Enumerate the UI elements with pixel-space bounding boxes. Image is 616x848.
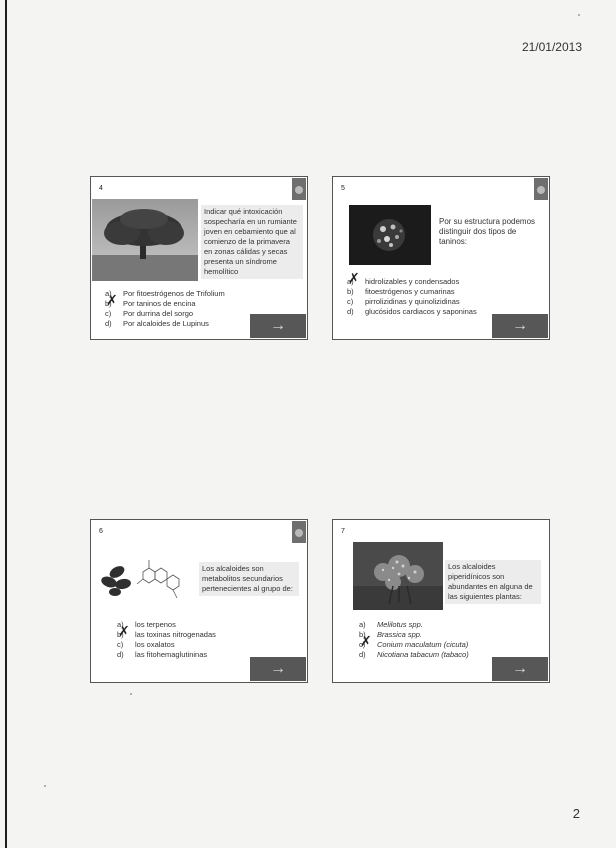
slide-number: 4 xyxy=(99,185,103,192)
slide-number: 5 xyxy=(341,185,345,192)
scan-edge-line xyxy=(5,0,7,848)
answer-option[interactable]: c) Por durrina del sorgo xyxy=(105,309,194,318)
answer-option[interactable]: b) Brassica spp. xyxy=(359,630,423,639)
question-text: Por su estructura podemos distinguir dos tipos de taninos: xyxy=(439,217,536,246)
corner-badge-icon xyxy=(292,178,306,200)
answer-option[interactable]: b) fitoestrógenos y cumarinas xyxy=(347,287,455,296)
next-slide-button[interactable] xyxy=(492,314,548,338)
answer-option-selected[interactable]: c) ✗ Conium maculatum (cicuta) xyxy=(359,640,469,650)
answer-option-selected[interactable]: b) ✗ las toxinas nitrogenadas xyxy=(117,630,216,640)
next-slide-button[interactable] xyxy=(250,314,306,338)
answer-option[interactable]: c) pirrolizidinas y quinolizidinas xyxy=(347,297,460,306)
corner-badge-icon xyxy=(534,178,548,200)
slide-4 xyxy=(90,176,308,340)
answer-list xyxy=(359,620,469,660)
answer-option[interactable]: a) Melilotus spp. xyxy=(359,620,423,629)
question-text: Los alcaloides son metabolitos secundarios pertenecientes al grupo de: xyxy=(199,562,299,596)
slide-6 xyxy=(90,519,308,683)
corner-badge-icon xyxy=(292,521,306,543)
dark-microscope-photo xyxy=(349,205,431,265)
answer-option[interactable]: c) los oxalatos xyxy=(117,640,175,649)
scan-speck xyxy=(44,785,46,787)
answer-option[interactable]: a) los terpenos xyxy=(117,620,176,629)
answer-option[interactable]: d) glucósidos cardiacos y saponinas xyxy=(347,307,477,316)
question-text: Indicar qué intoxicación sospecharía en un rumiante joven en cebamiento que al comienzo de la primavera en zonas cálidas y secas presenta un síndrome hemolítico xyxy=(201,205,303,279)
answer-list xyxy=(117,620,216,660)
answer-option[interactable]: d) las fitohemaglutininas xyxy=(117,650,208,659)
answer-option-selected[interactable]: a) ✗ hidrolizables y condensados xyxy=(347,277,477,287)
flowering-plant-photo xyxy=(353,542,443,610)
scan-speck xyxy=(130,693,132,695)
page-number: 2 xyxy=(572,806,580,821)
arrow-right-icon: → xyxy=(270,660,286,677)
slide-number: 7 xyxy=(341,528,345,535)
next-slide-button[interactable] xyxy=(492,657,548,681)
arrow-right-icon: → xyxy=(270,317,286,334)
answer-option[interactable]: d) Por alcaloides de Lupinus xyxy=(105,319,209,328)
answer-option[interactable]: d) Nicotiana tabacum (tabaco) xyxy=(359,650,469,659)
plant-and-molecule xyxy=(97,554,193,606)
page-date: 21/01/2013 xyxy=(521,40,582,54)
scan-speck xyxy=(578,14,580,16)
answer-list xyxy=(347,277,477,317)
answer-option-selected[interactable]: b) ✗ Por taninos de encina xyxy=(105,299,225,309)
answer-list xyxy=(105,289,225,329)
answer-option[interactable]: a) Por fitoestrógenos de Trifolium xyxy=(105,289,225,298)
next-slide-button[interactable] xyxy=(250,657,306,681)
slide-5 xyxy=(332,176,550,340)
slide-7 xyxy=(332,519,550,683)
slide-number: 6 xyxy=(99,528,103,535)
arrow-right-icon: → xyxy=(512,317,528,334)
tree-photo xyxy=(92,199,198,281)
arrow-right-icon: → xyxy=(512,660,528,677)
question-text: Los alcaloides piperidínicos son abundantes en alguna de las siguientes plantas: xyxy=(445,560,541,604)
